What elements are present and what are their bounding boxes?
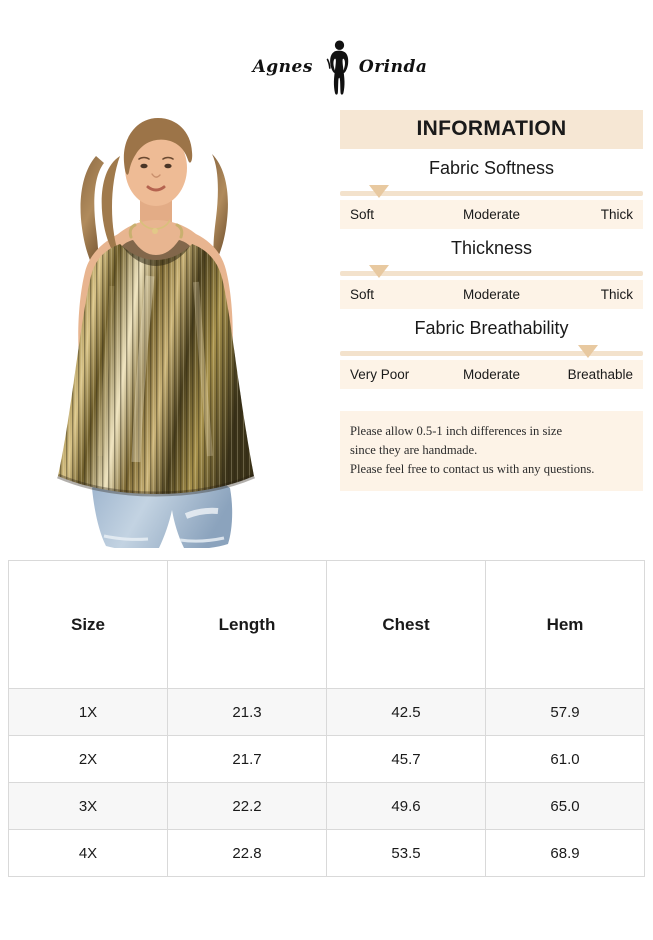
scale-high: Thick — [600, 207, 633, 222]
table-row — [9, 689, 645, 736]
cell-length: 22.8 — [168, 830, 327, 877]
cell-hem: 65.0 — [486, 783, 645, 830]
cell-size: 2X — [9, 736, 168, 783]
bar-marker — [369, 185, 389, 198]
cell-hem: 57.9 — [486, 689, 645, 736]
note-line-3: Please feel free to contact us with any questions. — [350, 462, 595, 477]
column-header-chest: Chest — [327, 561, 486, 689]
attribute-label: Thickness — [450, 238, 533, 258]
note-line-1: Please allow 0.5-1 inch differences in size — [350, 424, 563, 438]
table-header-row — [9, 561, 645, 689]
attribute-scale — [340, 360, 643, 389]
information-panel — [340, 110, 643, 491]
scale-high: Thick — [600, 287, 633, 302]
scale-high: Breathable — [567, 367, 633, 382]
column-header-size: Size — [9, 561, 168, 689]
table-row — [9, 783, 645, 830]
scale-mid: Moderate — [462, 287, 521, 302]
cell-size: 1X — [9, 689, 168, 736]
attribute-fabric-breathability — [340, 318, 643, 389]
bar-marker — [369, 265, 389, 278]
brand-logo-row — [253, 36, 428, 98]
cell-size: 3X — [9, 783, 168, 830]
attribute-bar — [340, 345, 643, 358]
information-title: INFORMATION — [340, 110, 643, 149]
attribute-bar — [340, 265, 643, 278]
table-row — [9, 736, 645, 783]
cell-chest: 53.5 — [327, 830, 486, 877]
size-table-body — [9, 689, 645, 877]
brand-name-left: Agnes — [252, 57, 313, 77]
bar-marker — [578, 345, 598, 358]
cell-length: 21.7 — [168, 736, 327, 783]
attribute-scale — [340, 280, 643, 309]
column-header-length: Length — [168, 561, 327, 689]
product-photo — [0, 96, 330, 548]
cell-hem: 68.9 — [486, 830, 645, 877]
cell-length: 21.3 — [168, 689, 327, 736]
scale-low: Soft — [350, 207, 375, 222]
size-table-head — [9, 561, 645, 689]
brand-name-right: Orinda — [358, 57, 428, 77]
attribute-thickness — [340, 238, 643, 309]
cell-chest: 49.6 — [327, 783, 486, 830]
cell-chest: 42.5 — [327, 689, 486, 736]
scale-low: Soft — [350, 287, 375, 302]
table-row — [9, 830, 645, 877]
attribute-scale — [340, 200, 643, 229]
cell-size: 4X — [9, 830, 168, 877]
cell-hem: 61.0 — [486, 736, 645, 783]
attribute-bar — [340, 185, 643, 198]
note-line-2: since they are handmade. — [350, 443, 478, 458]
model-image — [0, 96, 330, 548]
cell-chest: 45.7 — [327, 736, 486, 783]
size-note — [340, 411, 643, 491]
woman-silhouette-icon — [319, 36, 353, 98]
scale-mid: Moderate — [462, 207, 521, 222]
size-table — [8, 560, 645, 877]
cell-length: 22.2 — [168, 783, 327, 830]
attribute-label: Fabric Breathability — [414, 318, 569, 338]
scale-low: Very Poor — [350, 367, 410, 382]
column-header-hem: Hem — [486, 561, 645, 689]
attribute-fabric-softness — [340, 158, 643, 229]
attribute-label: Fabric Softness — [428, 158, 555, 178]
brand-logo — [240, 18, 440, 98]
scale-mid: Moderate — [462, 367, 521, 382]
